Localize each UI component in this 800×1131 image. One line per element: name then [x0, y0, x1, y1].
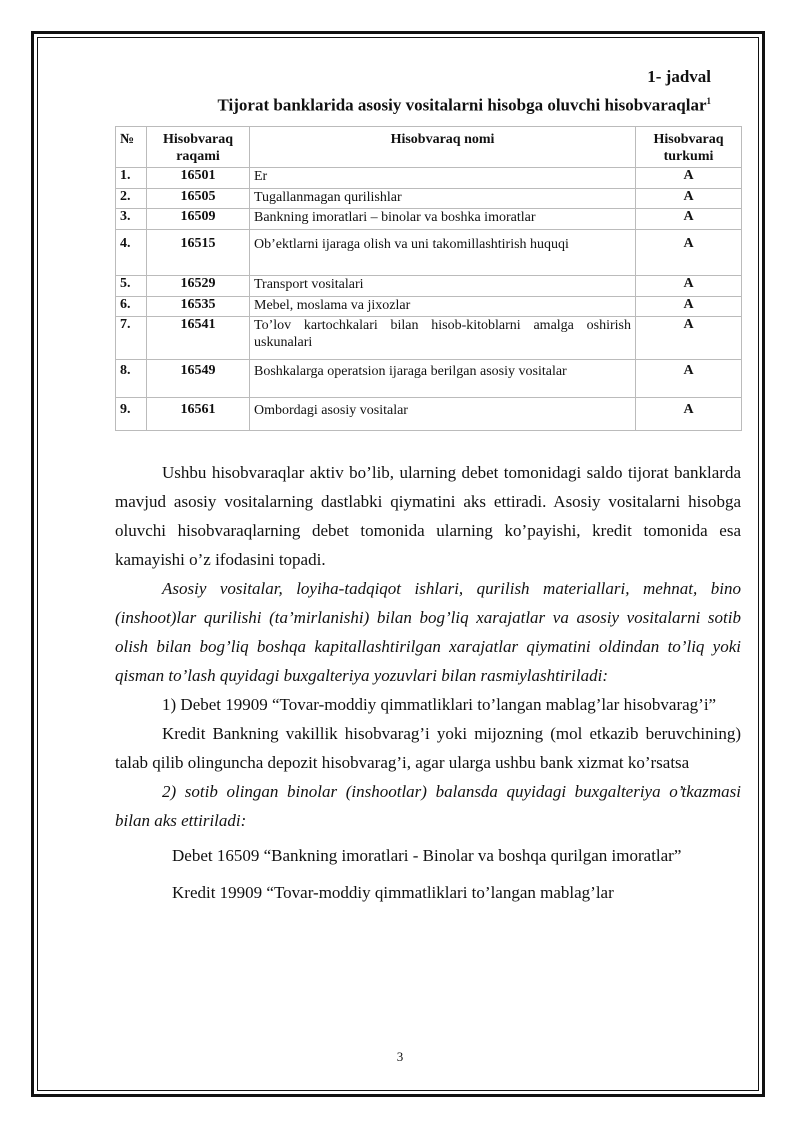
paragraph-2: Asosiy vositalar, loyiha-tadqiqot ishlari, qurilish materiallari, mehnat, bino (inshoot)lar qurilishi (ta’mirlanishi) bilan bog’liq xarajatlar va asosiy vositalarni sotib olish bilan bog’liq boshqa kapitallashtirilgan xarajatlar qiymatini oldindan to’liq yoki qisman to’lash quyidagi buxgalteriya yozuvlari bilan rasmiylashtiriladi: — [115, 579, 741, 685]
page-number: 3 — [396, 1049, 404, 1064]
row-name: Ob’ektlarni ijaraga olish va uni takomillashtirish huquqi — [250, 230, 636, 276]
table-title-text: Tijorat banklarida asosiy vositalarni hisobga oluvchi hisobvaraqlar — [217, 95, 707, 115]
row-type: A — [636, 360, 742, 398]
row-code: 16529 — [147, 276, 250, 297]
row-name: Bankning imoratlari – binolar va boshka imoratlar — [250, 209, 636, 230]
row-no: 7. — [116, 317, 147, 360]
table-row — [116, 398, 742, 431]
header-code: Hisobvaraq raqami — [147, 127, 250, 168]
row-name: Transport vositalari — [250, 276, 636, 297]
row-no: 8. — [116, 360, 147, 398]
row-code: 16535 — [147, 297, 250, 317]
row-no: 6. — [116, 297, 147, 317]
row-type: A — [636, 398, 742, 431]
row-no: 9. — [116, 398, 147, 431]
row-name: Boshkalarga operatsion ijaraga berilgan asosiy vositalar — [250, 360, 636, 398]
table-row — [116, 317, 742, 360]
table-row — [116, 209, 742, 230]
paragraph-1: Ushbu hisobvaraqlar aktiv bo’lib, ularning debet tomonidagi saldo tijorat banklarda mavjud asosiy vositalarning dastlabki qiymatini aks ettiradi. Asosiy vositalarni hisobga oluvchi hisobvaraqlarning debet tomonida ularning ko’payishi, kredit tomonida esa kamayishi o’z ifodasini topadi. — [115, 463, 741, 569]
row-code: 16509 — [147, 209, 250, 230]
row-name: To’lov kartochkalari bilan hisob-kitoblarni amalga oshirish uskunalari — [250, 317, 636, 360]
accounts-table — [115, 126, 742, 431]
table-header-row — [116, 127, 742, 168]
row-type: A — [636, 209, 742, 230]
table-title — [115, 88, 741, 114]
page-content — [115, 66, 741, 907]
row-name: Ombordagi asosiy vositalar — [250, 398, 636, 431]
row-name: Mebel, moslama va jixozlar — [250, 297, 636, 317]
table-row — [116, 168, 742, 189]
row-code: 16541 — [147, 317, 250, 360]
row-no: 5. — [116, 276, 147, 297]
credit-entry: Kredit 19909 “Tovar-moddiy qimmatliklari to’langan mablag’lar — [172, 883, 614, 902]
row-code: 16515 — [147, 230, 250, 276]
row-code: 16561 — [147, 398, 250, 431]
row-name: Tugallanmagan qurilishlar — [250, 189, 636, 209]
header-no: № — [116, 127, 147, 168]
row-no: 1. — [116, 168, 147, 189]
table-number: 1- jadval — [647, 67, 711, 86]
row-type: A — [636, 317, 742, 360]
row-no: 4. — [116, 230, 147, 276]
table-row — [116, 297, 742, 317]
row-no: 3. — [116, 209, 147, 230]
paragraph-4: Kredit Bankning vakillik hisobvarag’i yoki mijozning (mol etkazib beruvchining) talab qilib olinguncha depozit hisobvarag’i, agar ularga ushbu bank xizmat ko’rsatsa — [115, 724, 741, 772]
row-code: 16501 — [147, 168, 250, 189]
table-row — [116, 360, 742, 398]
row-no: 2. — [116, 189, 147, 209]
table-row — [116, 189, 742, 209]
paragraph-5: 2) sotib olingan binolar (inshootlar) balansda quyidagi buxgalteriya o’tkazmasi bilan aks ettiriladi: — [115, 782, 741, 830]
header-name: Hisobvaraq nomi — [250, 127, 636, 168]
row-type: A — [636, 297, 742, 317]
row-code: 16505 — [147, 189, 250, 209]
row-type: A — [636, 189, 742, 209]
table-row — [116, 230, 742, 276]
header-type: Hisobvaraq turkumi — [636, 127, 742, 168]
paragraph-3: 1) Debet 19909 “Tovar-moddiy qimmatliklari to’langan mablag’lar hisobvarag’i” — [162, 695, 717, 714]
row-type: A — [636, 168, 742, 189]
table-title-footnote: 1 — [706, 96, 711, 106]
row-type: A — [636, 230, 742, 276]
table-row — [116, 276, 742, 297]
row-name: Er — [250, 168, 636, 189]
row-type: A — [636, 276, 742, 297]
row-code: 16549 — [147, 360, 250, 398]
debit-entry: Debet 16509 “Bankning imoratlari - Binolar va boshqa qurilgan imoratlar” — [172, 846, 682, 865]
